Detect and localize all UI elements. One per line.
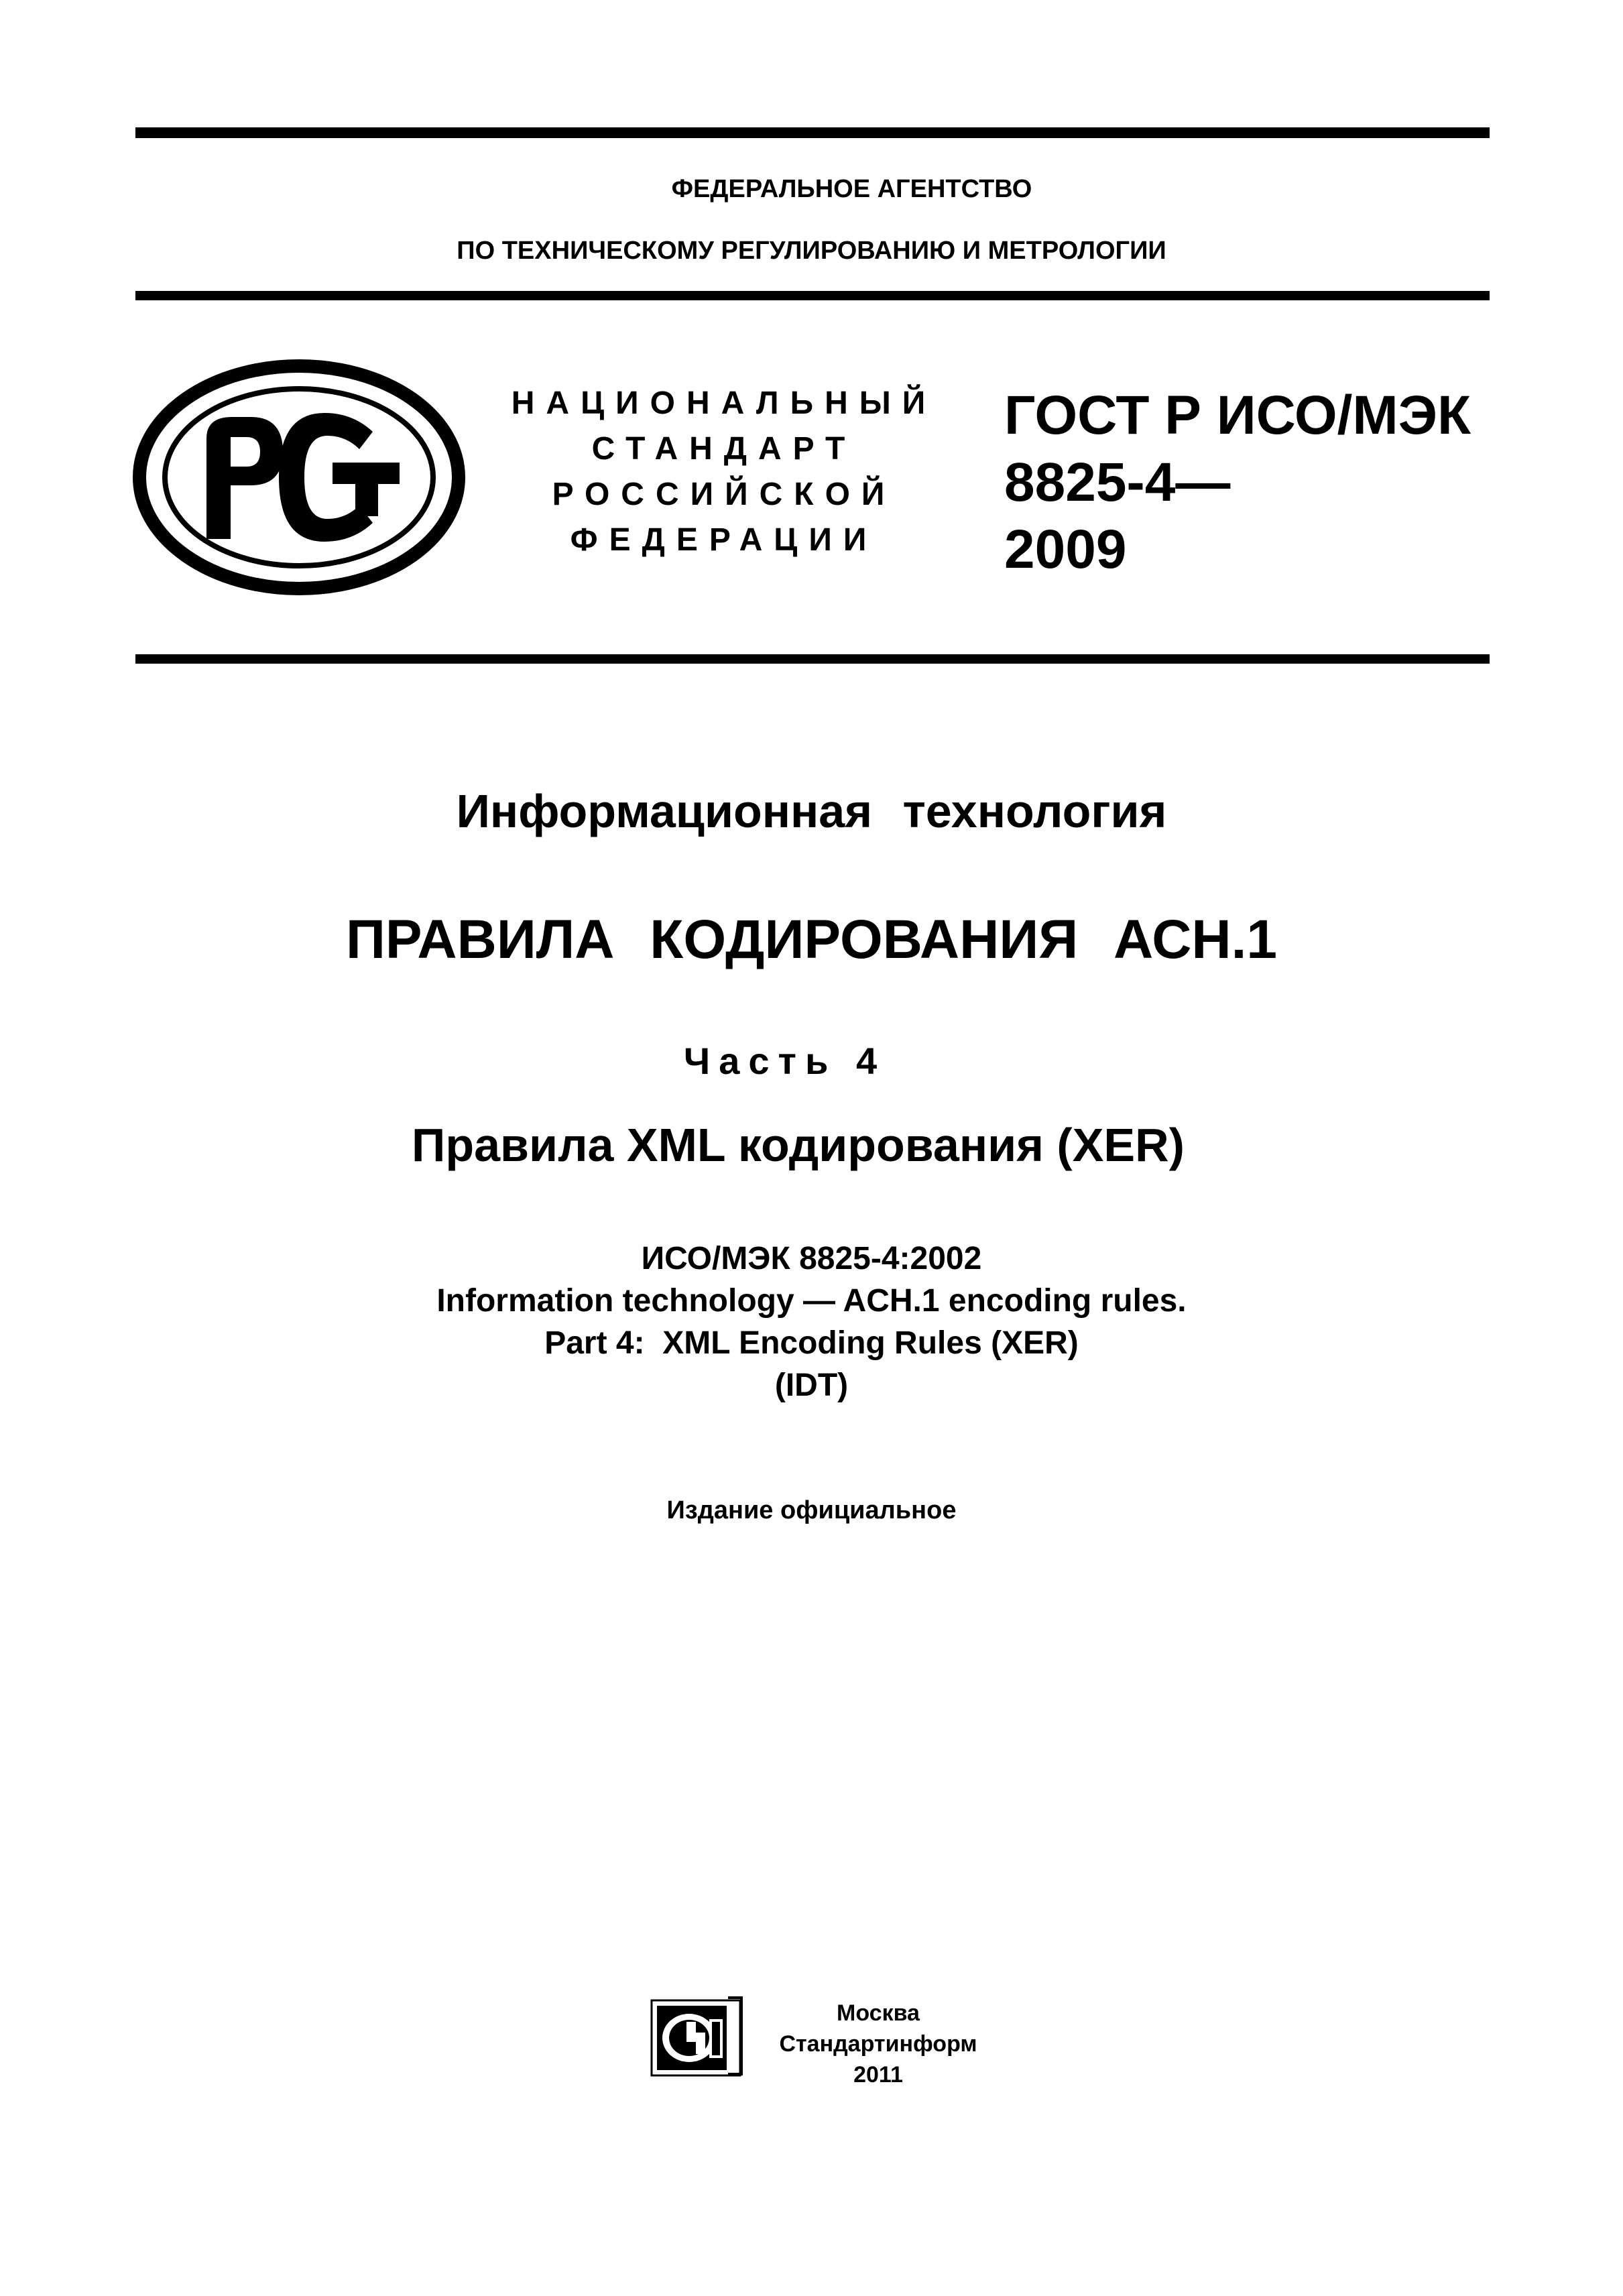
part-title: Правила XML кодирования (XER): [412, 1119, 1185, 1171]
reference-line-3: Part 4: XML Encoding Rules (XER): [544, 1325, 1079, 1361]
reference-line-2: Information technology — ACH.1 encoding rules.: [436, 1283, 1187, 1319]
international-reference: [0, 1237, 1623, 1406]
rst-mark-icon: [131, 358, 467, 597]
national-line-4: ФЕДЕРАЦИИ: [570, 522, 878, 558]
standard-designation: [1004, 382, 1487, 583]
agency-line-1: ФЕДЕРАЛЬНОЕ АГЕНТСТВО: [671, 175, 1032, 203]
header-rule: [135, 291, 1490, 300]
publisher-name: Стандартинформ: [779, 2031, 977, 2057]
designation-line-1: ГОСТ Р ИСО/МЭК: [1004, 385, 1471, 446]
subject-heading: Информационная технология: [456, 785, 1167, 837]
national-line-1: НАЦИОНАЛЬНЫЙ: [511, 385, 937, 421]
standartinform-logo-icon: [648, 1995, 744, 2079]
designation-line-2: 8825-4—: [1004, 452, 1231, 513]
agency-line-2: ПО ТЕХНИЧЕСКОМУ РЕГУЛИРОВАНИЮ И МЕТРОЛОГИИ: [457, 237, 1166, 265]
national-standard-label: [509, 381, 939, 563]
designation-rule: [135, 654, 1490, 664]
designation-line-3: 2009: [1004, 519, 1127, 580]
publisher-city: Москва: [837, 2000, 920, 2026]
part-label: Часть 4: [683, 1040, 886, 1082]
publisher-block: [764, 1998, 992, 2090]
publisher-year: 2011: [853, 2062, 903, 2088]
national-line-2: СТАНДАРТ: [591, 431, 857, 467]
edition-label: Издание официальное: [666, 1496, 957, 1524]
main-title: ПРАВИЛА КОДИРОВАНИЯ АСН.1: [345, 909, 1278, 970]
national-line-3: РОССИЙСКОЙ: [552, 477, 896, 512]
reference-line-1: ИСО/МЭК 8825-4:2002: [641, 1241, 982, 1276]
top-rule: [135, 127, 1490, 138]
reference-line-4: (IDT): [774, 1368, 849, 1403]
